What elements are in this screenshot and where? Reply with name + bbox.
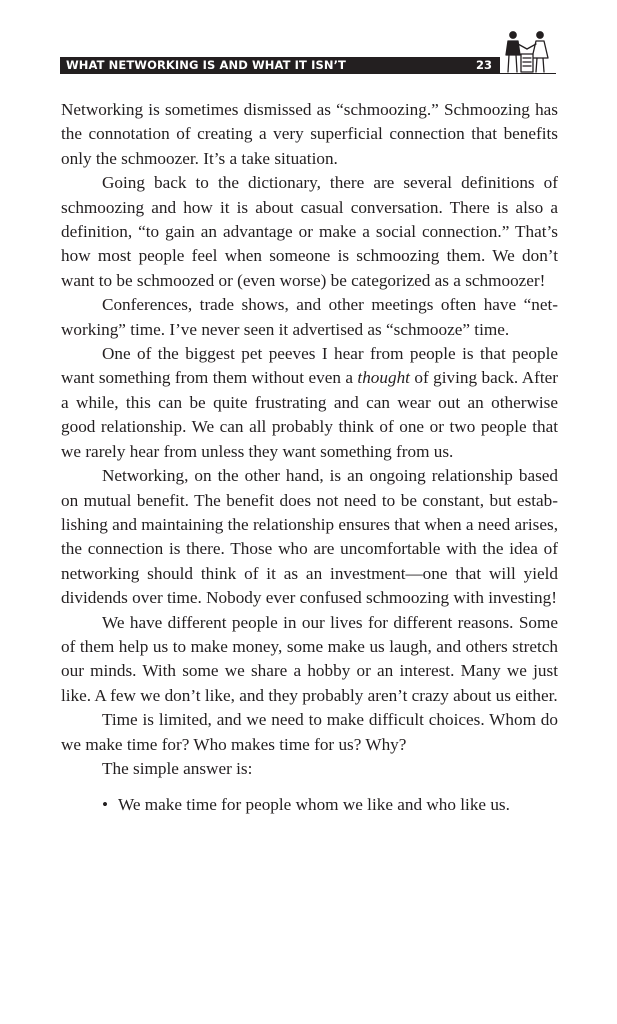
emphasis-text: thought	[357, 368, 410, 388]
bullet-item	[61, 793, 558, 817]
paragraph: The simple answer is:	[102, 758, 253, 778]
bullet-text: We make time for people whom we like and who like us.	[118, 795, 510, 815]
running-header	[60, 57, 500, 74]
paragraph-text: of giving back. After a while, this can be quite frustrating and can wear out an otherwise good relationship. We can all probably think of one or two people that we rarely hear from unless they want something from us.	[61, 368, 558, 461]
paragraph: Conferences, trade shows, and other meetings often have “networking” time. I’ve never seen it advertised as “schmooze” time.	[61, 295, 558, 339]
running-header-title: WHAT NETWORKING IS AND WHAT IT ISN’T	[66, 58, 346, 72]
paragraph: Going back to the dictionary, there are several definitions of schmoozing and how it is about casual conversation. There is also a definition, “to gain an advantage or make a social connection.” That’s how most people feel when someone is schmoozing them. We don’t want to be schmoozed or (even worse) be categorized as a schmoozer!	[61, 173, 558, 290]
paragraph: We have different people in our lives for different reasons. Some of them help us to make money, some make us laugh, and others stretch our minds. With some we share a hobby or an interest. Many we just like. A few we don’t like, and they probably aren’t crazy about us either.	[61, 612, 558, 705]
handshake-figures-icon	[498, 28, 556, 76]
bullet-mark: •	[102, 795, 109, 815]
paragraph: Networking, on the other hand, is an ongoing relationship based on mutual benefit. The benefit does not need to be constant, but establishing and maintaining the relationship ensures that when a need arises, the connection is there. Those who are uncomfortable with the idea of networking should think of it as an investment—one that will yield dividends over time. Nobody ever confused schmoozing with investing!	[61, 466, 558, 608]
page-number: 23	[475, 58, 492, 72]
paragraph-text: One of the biggest pet peeves I hear from people is that people want something from them without even a	[61, 344, 558, 388]
body-text	[61, 98, 558, 818]
paragraph	[61, 342, 558, 464]
paragraph: Networking is sometimes dismissed as “schmoozing.” Schmoozing has the connotation of creating a very superficial connection that benefits only the schmoozer. It’s a take situation.	[61, 100, 558, 168]
paragraph: Time is limited, and we need to make difficult choices. Whom do we make time for? Who makes time for us? Why?	[61, 710, 558, 754]
